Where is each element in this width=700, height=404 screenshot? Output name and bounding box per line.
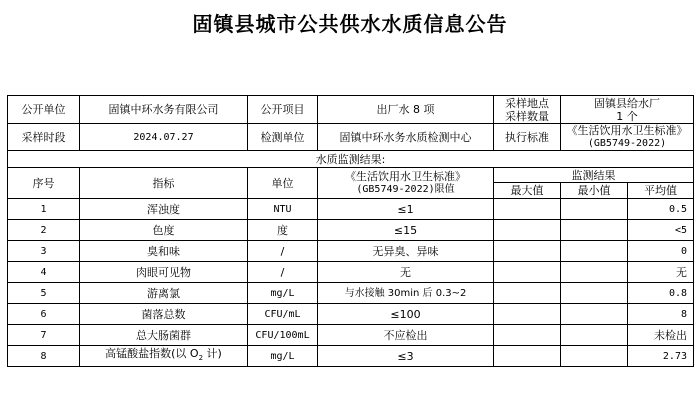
table-row [8, 304, 694, 325]
row-indicator-tail: 计) [203, 346, 222, 360]
project-value: 出厂水 8 项 [318, 96, 494, 124]
row-indicator-main: 高锰酸盐指数(以 O [105, 346, 199, 360]
row-min [561, 346, 628, 367]
section-row [8, 151, 694, 168]
row-indicator: 肉眼可见物 [80, 262, 248, 283]
std-label: 执行标准 [494, 124, 561, 151]
row-max [494, 199, 561, 220]
row-unit: / [248, 262, 318, 283]
std-value [561, 124, 694, 151]
col-avg: 平均值 [628, 183, 694, 199]
row-min [561, 304, 628, 325]
row-no: 3 [8, 241, 80, 262]
col-indicator: 指标 [80, 168, 248, 199]
row-avg: 8 [628, 304, 694, 325]
table-row [8, 346, 694, 367]
row-max [494, 283, 561, 304]
row-avg: 0.5 [628, 199, 694, 220]
time-label: 采样时段 [8, 124, 80, 151]
row-indicator: 总大肠菌群 [80, 325, 248, 346]
section-title: 水质监测结果: [8, 151, 694, 168]
unit-value: 固镇中环水务有限公司 [80, 96, 248, 124]
dept-value: 固镇中环水务水质检测中心 [318, 124, 494, 151]
row-max [494, 304, 561, 325]
site-count-values [561, 96, 694, 124]
row-avg: 无 [628, 262, 694, 283]
row-unit: mg/L [248, 283, 318, 304]
row-no: 1 [8, 199, 80, 220]
col-results: 监测结果 [494, 168, 694, 183]
row-unit: NTU [248, 199, 318, 220]
row-min [561, 241, 628, 262]
dept-label: 检测单位 [248, 124, 318, 151]
time-value: 2024.07.27 [80, 124, 248, 151]
row-max [494, 262, 561, 283]
page-title: 固镇县城市公共供水水质信息公告 [192, 12, 508, 36]
table-row [8, 241, 694, 262]
table-row [8, 262, 694, 283]
row-min [561, 220, 628, 241]
table-row [8, 199, 694, 220]
row-min [561, 262, 628, 283]
row-no: 4 [8, 262, 80, 283]
col-limit-line-1: 《生活饮用水卫生标准》 [345, 170, 466, 183]
row-min [561, 283, 628, 304]
row-limit: ≤100 [318, 304, 494, 325]
row-no: 6 [8, 304, 80, 325]
table-row [8, 220, 694, 241]
std-value-line-1: 《生活饮用水卫生标准》 [566, 124, 688, 137]
row-indicator: 游离氯 [80, 283, 248, 304]
row-indicator: 菌落总数 [80, 304, 248, 325]
count-value: 1 个 [616, 109, 638, 123]
unit-label: 公开单位 [8, 96, 80, 124]
row-avg: <5 [628, 220, 694, 241]
row-indicator-sub: 2 [198, 354, 204, 363]
std-value-line-2: (GB5749-2022) [587, 138, 667, 149]
row-unit: mg/L [248, 346, 318, 367]
water-quality-table [7, 95, 694, 367]
row-avg: 0 [628, 241, 694, 262]
project-label: 公开项目 [248, 96, 318, 124]
col-max: 最大值 [494, 183, 561, 199]
row-max [494, 325, 561, 346]
row-min [561, 199, 628, 220]
site-count-labels [494, 96, 561, 124]
row-avg: 2.73 [628, 346, 694, 367]
row-avg: 0.8 [628, 283, 694, 304]
row-max [494, 241, 561, 262]
row-no: 8 [8, 346, 80, 367]
row-no: 5 [8, 283, 80, 304]
table-row [8, 283, 694, 304]
site-value: 固镇县给水厂 [594, 96, 660, 110]
row-unit: CFU/100mL [248, 325, 318, 346]
row-no: 7 [8, 325, 80, 346]
row-limit: 不应检出 [318, 325, 494, 346]
column-header-row-1 [8, 168, 694, 183]
row-limit: ≤15 [318, 220, 494, 241]
header-row-1 [8, 96, 694, 124]
count-label: 采样数量 [505, 109, 549, 123]
row-unit: CFU/mL [248, 304, 318, 325]
row-max [494, 346, 561, 367]
row-min [561, 325, 628, 346]
row-max [494, 220, 561, 241]
table-row [8, 325, 694, 346]
site-label: 采样地点 [505, 96, 549, 110]
col-limit [318, 168, 494, 199]
row-no: 2 [8, 220, 80, 241]
row-limit: 无 [318, 262, 494, 283]
row-limit: 无异臭、异味 [318, 241, 494, 262]
row-unit: / [248, 241, 318, 262]
col-index: 序号 [8, 168, 80, 199]
header-row-2 [8, 124, 694, 151]
row-indicator: 浑浊度 [80, 199, 248, 220]
row-limit: ≤3 [318, 346, 494, 367]
row-indicator: 臭和味 [80, 241, 248, 262]
col-min: 最小值 [561, 183, 628, 199]
row-limit: ≤1 [318, 199, 494, 220]
row-indicator [80, 346, 248, 367]
col-unit: 单位 [248, 168, 318, 199]
row-limit: 与水接触 30min 后 0.3~2 [318, 283, 494, 304]
col-limit-line-2: (GB5749-2022)限值 [356, 184, 455, 195]
row-avg: 未检出 [628, 325, 694, 346]
row-indicator: 色度 [80, 220, 248, 241]
row-unit: 度 [248, 220, 318, 241]
